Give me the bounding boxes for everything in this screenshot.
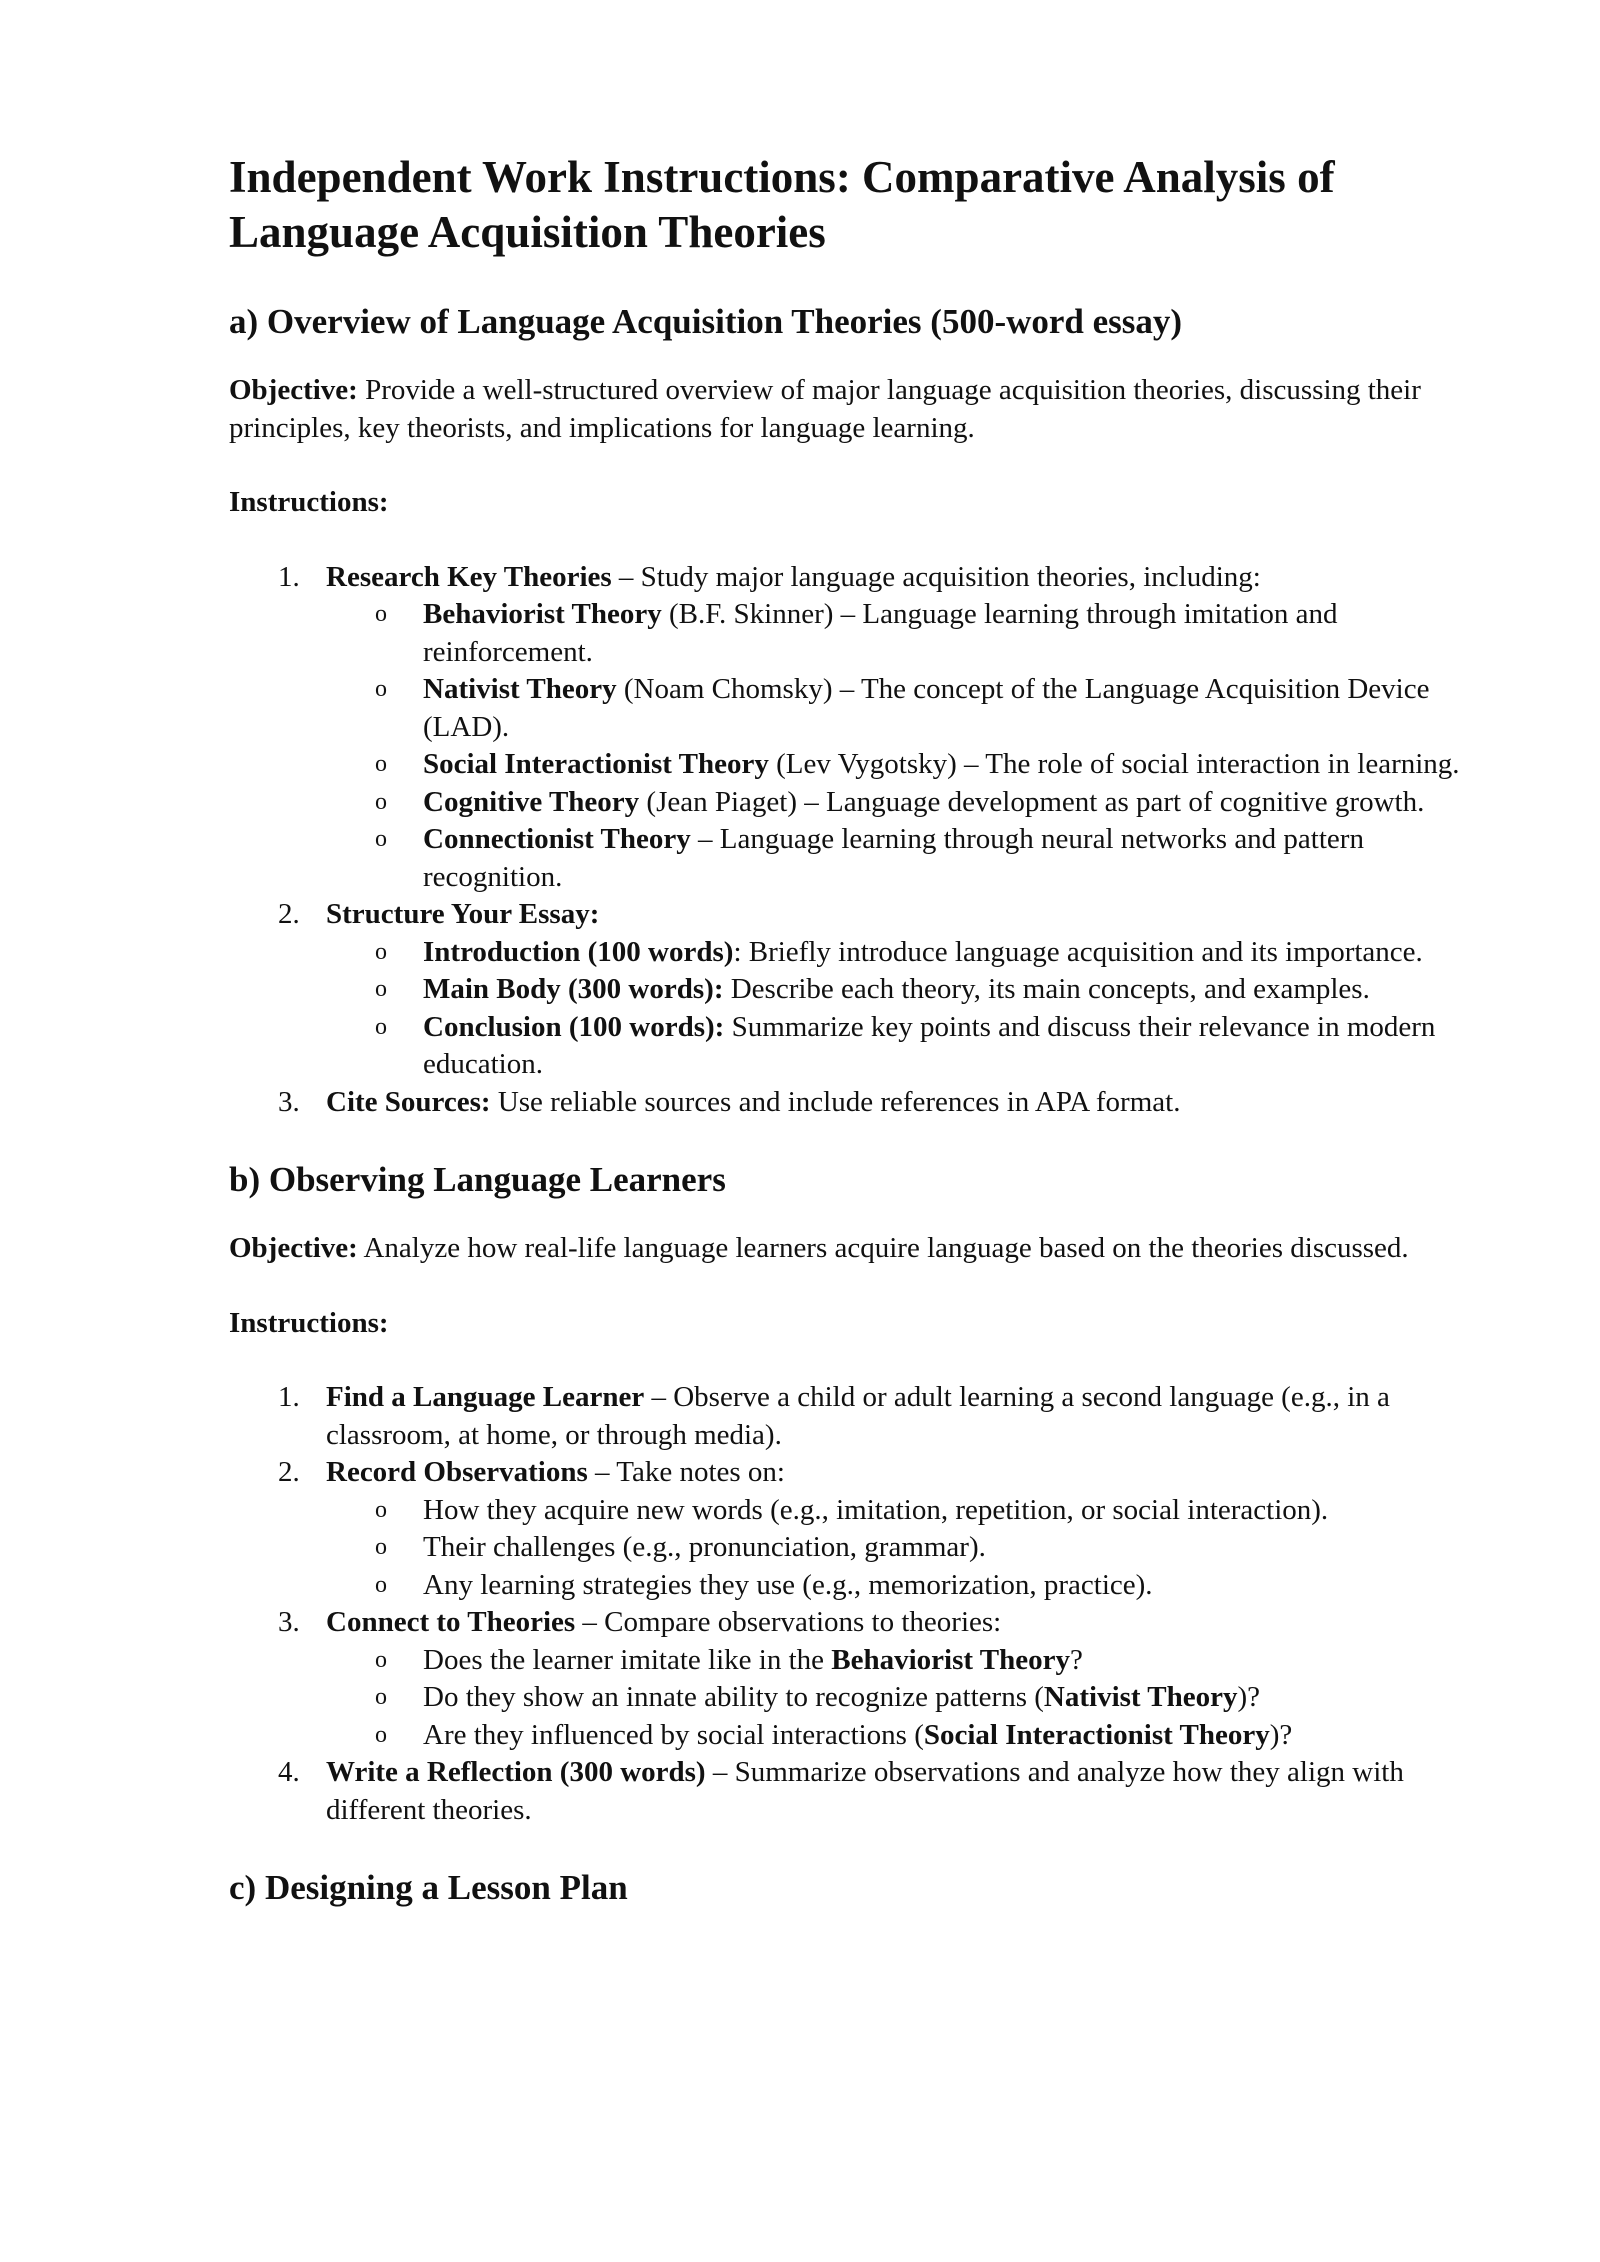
- sub-list-item: [229, 746, 1489, 784]
- section-a: [229, 300, 1489, 1121]
- sub-list: [326, 1492, 1489, 1605]
- sub-item-bold: Nativist Theory: [423, 673, 617, 705]
- sub-item-pre: Are they influenced by social interactions (: [423, 1718, 924, 1751]
- bullet-icon: o: [375, 601, 387, 627]
- item-text: – Summarize observations and analyze how they align with different theories.: [326, 1756, 1404, 1826]
- bullet-icon: o: [375, 1721, 387, 1748]
- document-title: Independent Work Instructions: Comparative Analysis of Language Acquisition Theories: [229, 152, 1335, 257]
- sub-item-bold: Behaviorist Theory: [831, 1643, 1070, 1676]
- sub-item-text: Summarize key points and discuss their relevance in modern education.: [423, 1010, 1436, 1080]
- item-bold-label: Record Observations: [326, 1456, 588, 1488]
- objective-label: Objective:: [229, 374, 358, 406]
- sub-list-item: [229, 671, 1489, 746]
- bullet-icon: o: [375, 751, 387, 777]
- sub-item-text: (Jean Piaget) – Language development as part of cognitive growth.: [639, 785, 1425, 818]
- item-text: – Take notes on:: [587, 1456, 785, 1488]
- objective-text: Provide a well-structured overview of major language acquisition theories, discussing their principles, key theorists, and implications for language learning.: [229, 374, 1421, 444]
- sub-list-item: [229, 1642, 1489, 1680]
- section-c: [229, 1866, 1489, 1910]
- list-number: 4.: [278, 1756, 300, 1788]
- sub-list-item: [229, 821, 1489, 896]
- sub-list-item: [229, 1679, 1489, 1717]
- sub-list-item: [229, 971, 1489, 1009]
- bullet-icon: o: [375, 1646, 387, 1673]
- objective-label: Objective:: [229, 1232, 358, 1264]
- objective-text: Analyze how real-life language learners acquire language based on the theories discussed.: [357, 1232, 1409, 1264]
- bullet-icon: o: [375, 1571, 387, 1598]
- list-number: 3.: [278, 1606, 300, 1638]
- item-text: Use reliable sources and include references in APA format.: [490, 1085, 1181, 1118]
- item-text: – Compare observations to theories:: [575, 1606, 1002, 1638]
- sub-item-bold: Connectionist Theory: [423, 823, 691, 855]
- bullet-icon: o: [375, 826, 387, 852]
- sub-item-text: (Lev Vygotsky) – The role of social interaction in learning.: [768, 748, 1460, 780]
- section-a-heading: a) Overview of Language Acquisition Theories (500-word essay): [229, 302, 1183, 341]
- sub-list-item: [229, 1009, 1489, 1084]
- sub-list: [326, 1642, 1489, 1755]
- item-text: – Study major language acquisition theories, including:: [611, 560, 1261, 593]
- bullet-icon: o: [375, 1684, 387, 1710]
- bullet-icon: o: [375, 676, 387, 702]
- sub-item-text: Describe each theory, its main concepts, and examples.: [723, 973, 1370, 1005]
- item-bold-label: Research Key Theories: [326, 560, 612, 593]
- sub-item-post: ?: [1069, 1643, 1083, 1676]
- bullet-icon: o: [375, 788, 387, 815]
- sub-item-pre: Do they show an innate ability to recognize patterns (: [423, 1681, 1044, 1713]
- sub-item-post: )?: [1237, 1681, 1261, 1713]
- sub-list-item: [229, 934, 1489, 972]
- list-item: [229, 559, 1489, 897]
- section-b-heading: b) Observing Language Learners: [229, 1160, 726, 1199]
- section-c-heading: c) Designing a Lesson Plan: [229, 1868, 628, 1907]
- sub-item-text: (Noam Chomsky) – The concept of the Language Acquisition Device (LAD).: [423, 673, 1430, 743]
- sub-item-bold: Social Interactionist Theory: [423, 748, 769, 780]
- section-b-instruction-list: [229, 1379, 1489, 1829]
- list-item: [229, 1084, 1489, 1122]
- section-b-objective: [229, 1230, 1489, 1268]
- list-number: 2.: [278, 898, 300, 930]
- sub-list-item: [229, 784, 1489, 822]
- item-bold-label: Find a Language Learner: [326, 1381, 645, 1413]
- section-a-instructions-label: Instructions:: [229, 486, 389, 518]
- section-a-objective: [229, 372, 1489, 447]
- bullet-icon: o: [375, 976, 387, 1002]
- list-item: [229, 896, 1489, 1084]
- sub-item-bold: Conclusion (100 words):: [423, 1010, 725, 1043]
- section-a-instruction-list: [229, 559, 1489, 1122]
- document-content: [229, 150, 1489, 1938]
- list-number: 3.: [278, 1085, 300, 1118]
- sub-list-item: [229, 596, 1489, 671]
- list-item: [229, 1379, 1489, 1454]
- sub-item-pre: Does the learner imitate like in the: [423, 1643, 832, 1676]
- sub-list-item: [229, 1717, 1489, 1755]
- sub-item-text: How they acquire new words (e.g., imitation, repetition, or social interaction).: [423, 1493, 1329, 1526]
- item-bold-label: Cite Sources:: [326, 1085, 491, 1118]
- section-b: [229, 1158, 1489, 1829]
- list-item: [229, 1604, 1489, 1754]
- sub-item-bold: Nativist Theory: [1043, 1681, 1238, 1713]
- sub-item-bold: Main Body (300 words):: [423, 973, 724, 1005]
- item-bold-label: Connect to Theories: [326, 1606, 576, 1638]
- bullet-icon: o: [375, 1013, 387, 1040]
- sub-item-text: Any learning strategies they use (e.g., memorization, practice).: [423, 1568, 1153, 1601]
- list-item: [229, 1754, 1489, 1829]
- bullet-icon: o: [375, 1496, 387, 1523]
- sub-item-bold: Behaviorist Theory: [423, 598, 662, 630]
- sub-item-bold: Social Interactionist Theory: [923, 1718, 1270, 1751]
- list-item: [229, 1454, 1489, 1604]
- list-number: 1.: [278, 560, 300, 593]
- sub-list-item: [229, 1492, 1489, 1530]
- item-text: – Observe a child or adult learning a second language (e.g., in a classroom, at home, or through media).: [326, 1381, 1390, 1451]
- sub-item-text: (B.F. Skinner) – Language learning through imitation and reinforcement.: [423, 598, 1338, 668]
- item-bold-label: Write a Reflection (300 words): [326, 1756, 706, 1788]
- sub-list: [326, 596, 1489, 896]
- sub-list-item: [229, 1529, 1489, 1567]
- sub-item-text: : Briefly introduce language acquisition and its importance.: [733, 935, 1423, 968]
- bullet-icon: o: [375, 1534, 387, 1560]
- section-b-instructions-label: Instructions:: [229, 1306, 389, 1339]
- sub-list-item: [229, 1567, 1489, 1605]
- sub-item-bold: Introduction (100 words): [423, 935, 734, 968]
- sub-item-text: Their challenges (e.g., pronunciation, grammar).: [423, 1531, 986, 1563]
- sub-item-post: )?: [1269, 1718, 1293, 1751]
- list-number: 2.: [278, 1456, 300, 1488]
- sub-list: [326, 934, 1489, 1084]
- bullet-icon: o: [375, 938, 387, 965]
- list-number: 1.: [278, 1381, 300, 1413]
- item-bold-label: Structure Your Essay:: [326, 898, 600, 930]
- sub-item-bold: Cognitive Theory: [423, 785, 640, 818]
- sub-item-text: – Language learning through neural networks and pattern recognition.: [423, 823, 1364, 893]
